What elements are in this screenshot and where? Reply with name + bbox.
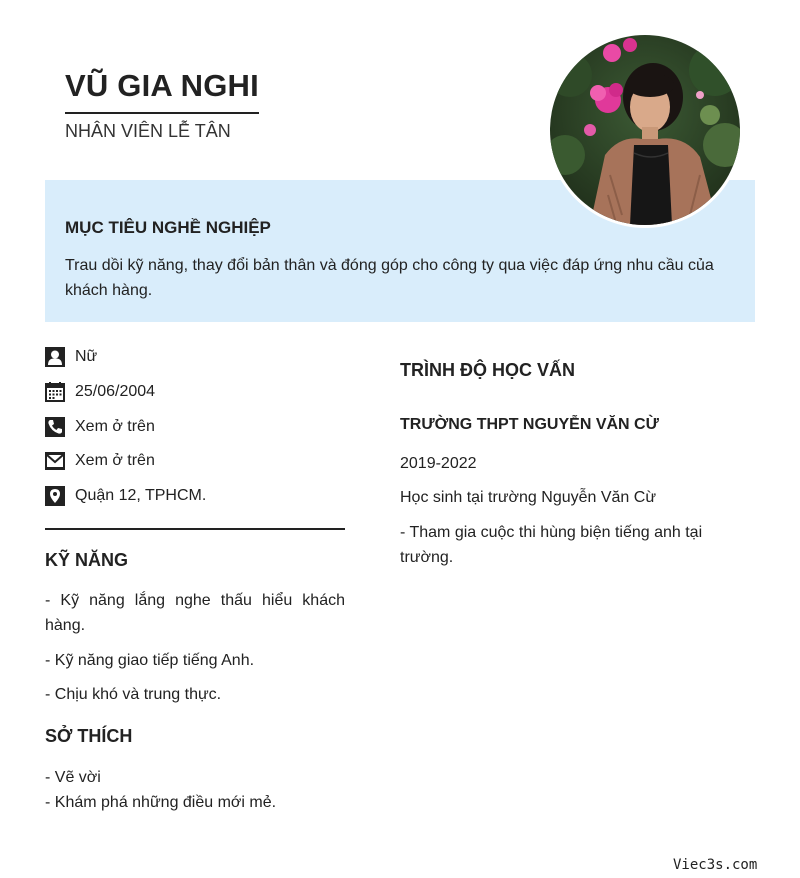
hobby-item: - Vẽ vời xyxy=(45,769,101,786)
career-objective-title: MỤC TIÊU NGHỀ NGHIỆP xyxy=(65,218,271,237)
contact-gender xyxy=(45,346,97,368)
person-icon xyxy=(45,347,65,367)
section-divider xyxy=(45,528,345,530)
skill-item: - Kỹ năng giao tiếp tiếng Anh. xyxy=(45,652,255,669)
profile-photo xyxy=(547,32,743,228)
hobby-item: - Khám phá những điều mới mẻ. xyxy=(45,794,277,811)
skill-item: - Kỹ năng lắng nghe thấu hiểu khách hàng. xyxy=(45,592,345,634)
email-value: Xem ở trên xyxy=(75,452,155,469)
education-title: TRÌNH ĐỘ HỌC VẤN xyxy=(400,360,575,380)
location-pin-icon xyxy=(45,486,65,506)
birthday-value: 25/06/2004 xyxy=(75,383,156,400)
contact-birthday xyxy=(45,381,155,403)
job-title: NHÂN VIÊN LỄ TÂN xyxy=(65,121,231,141)
candidate-name: VŨ GIA NGHI xyxy=(65,66,259,114)
skills-title: KỸ NĂNG xyxy=(45,550,129,570)
calendar-icon xyxy=(45,382,65,402)
hobbies-title: SỞ THÍCH xyxy=(45,726,133,746)
phone-icon xyxy=(45,417,65,437)
education-period: 2019-2022 xyxy=(400,455,477,472)
site-watermark: Viec3s.com xyxy=(673,857,758,873)
contact-address xyxy=(45,485,206,507)
education-detail: - Tham gia cuộc thi hùng biện tiếng anh tại trường. xyxy=(400,524,703,566)
gender-value: Nữ xyxy=(75,348,98,365)
address-value: Quận 12, TPHCM. xyxy=(75,487,207,504)
school-name: TRƯỜNG THPT NGUYỄN VĂN CỪ xyxy=(400,416,659,433)
envelope-icon xyxy=(45,451,65,471)
portrait-image xyxy=(550,35,740,225)
contact-email xyxy=(45,450,155,472)
skill-item: - Chịu khó và trung thực. xyxy=(45,686,222,703)
contact-phone xyxy=(45,416,155,438)
career-objective-text: Trau dồi kỹ năng, thay đổi bản thân và đóng góp cho công ty qua việc đáp ứng nhu cầu của khách hàng. xyxy=(65,257,714,299)
education-role: Học sinh tại trường Nguyễn Văn Cừ xyxy=(400,489,657,506)
phone-value: Xem ở trên xyxy=(75,418,155,435)
